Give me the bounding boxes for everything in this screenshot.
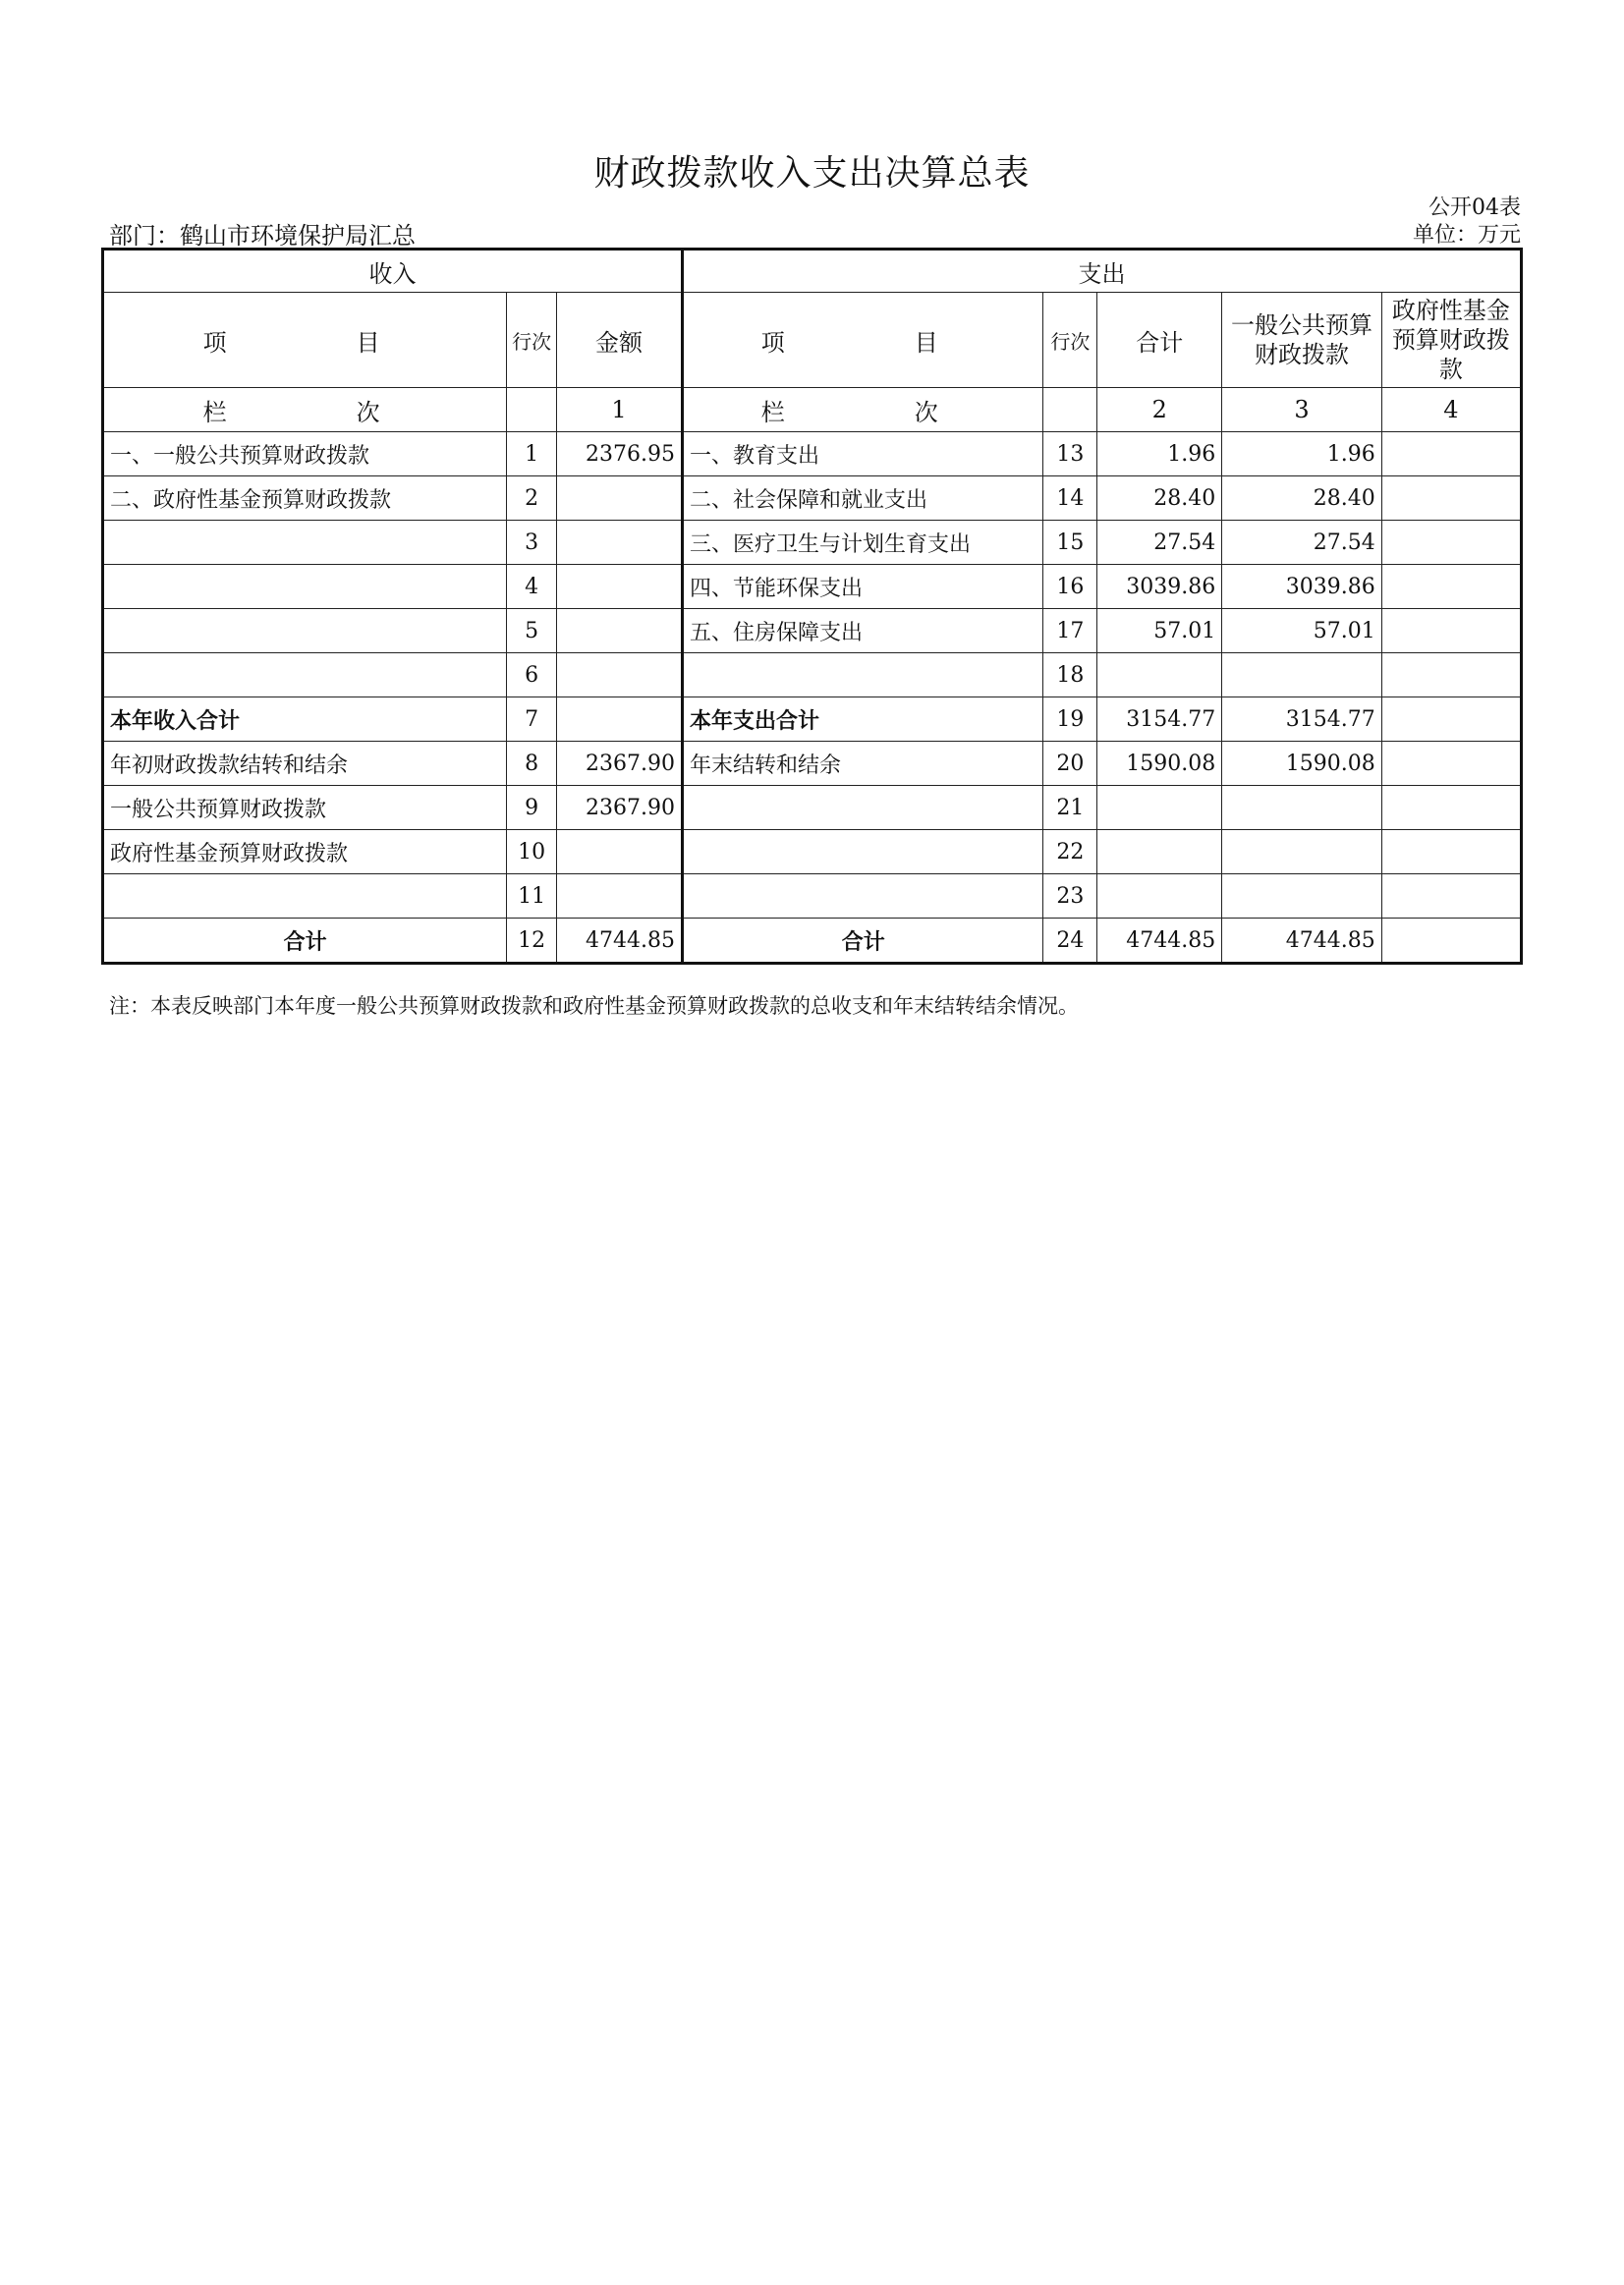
table-row [103, 476, 1522, 521]
income-amount [557, 874, 683, 919]
expense-gov-fund [1381, 653, 1521, 697]
expense-line-no: 16 [1043, 565, 1097, 609]
expense-section-header: 支出 [682, 250, 1521, 293]
expense-line-no-blank [1043, 388, 1097, 432]
form-number: 公开04表 [1428, 195, 1521, 220]
expense-item: 四、节能环保支出 [682, 565, 1043, 609]
table-row [103, 874, 1522, 919]
table-row [103, 742, 1522, 786]
income-column-label: 栏 次 [103, 388, 507, 432]
income-line-no: 3 [507, 521, 557, 565]
expense-line-no: 19 [1043, 697, 1097, 742]
table-note: 注：本表反映部门本年度一般公共预算财政拨款和政府性基金预算财政拨款的总收支和年末结转结余情况。 [109, 994, 1079, 1018]
income-item: 本年收入合计 [103, 697, 507, 742]
expense-gov-fund [1381, 830, 1521, 874]
expense-general-budget: 1590.08 [1222, 742, 1382, 786]
income-line-no: 10 [507, 830, 557, 874]
income-line-no: 9 [507, 786, 557, 830]
income-item: 一、一般公共预算财政拨款 [103, 432, 507, 476]
expense-item [682, 874, 1043, 919]
expense-column-label: 栏 次 [682, 388, 1043, 432]
table-row [103, 432, 1522, 476]
income-line-no: 2 [507, 476, 557, 521]
expense-general-budget: 3039.86 [1222, 565, 1382, 609]
expense-total: 57.01 [1097, 609, 1222, 653]
expense-general-budget [1222, 653, 1382, 697]
expense-total: 1590.08 [1097, 742, 1222, 786]
income-line-no-header: 行次 [507, 293, 557, 388]
expense-line-no: 22 [1043, 830, 1097, 874]
expense-total [1097, 786, 1222, 830]
column-number-4: 4 [1381, 388, 1521, 432]
expense-gov-fund [1381, 609, 1521, 653]
table-row [103, 786, 1522, 830]
income-line-no: 7 [507, 697, 557, 742]
expense-item [682, 653, 1043, 697]
expense-total: 27.54 [1097, 521, 1222, 565]
expense-line-no-header: 行次 [1043, 293, 1097, 388]
header-row-sections [103, 250, 1522, 293]
income-line-no: 12 [507, 919, 557, 964]
table-row [103, 609, 1522, 653]
income-amount [557, 653, 683, 697]
table-row [103, 521, 1522, 565]
income-item [103, 565, 507, 609]
expense-total [1097, 653, 1222, 697]
income-item: 合计 [103, 919, 507, 964]
expense-item: 三、医疗卫生与计划生育支出 [682, 521, 1043, 565]
page-title: 财政拨款收入支出决算总表 [593, 153, 1031, 194]
income-item: 政府性基金预算财政拨款 [103, 830, 507, 874]
income-amount [557, 609, 683, 653]
income-amount [557, 521, 683, 565]
income-amount [557, 697, 683, 742]
expense-general-budget: 27.54 [1222, 521, 1382, 565]
header-row-columns [103, 293, 1522, 388]
income-amount: 2367.90 [557, 786, 683, 830]
expense-general-budget: 1.96 [1222, 432, 1382, 476]
expense-item: 合计 [682, 919, 1043, 964]
expense-line-no: 17 [1043, 609, 1097, 653]
expense-total: 3039.86 [1097, 565, 1222, 609]
expense-item [682, 830, 1043, 874]
expense-gov-fund [1381, 476, 1521, 521]
income-item [103, 521, 507, 565]
expense-line-no: 24 [1043, 919, 1097, 964]
income-line-no: 11 [507, 874, 557, 919]
expense-general-budget: 57.01 [1222, 609, 1382, 653]
department-label: 部门：鹤山市环境保护局汇总 [109, 222, 416, 250]
expense-gov-fund [1381, 697, 1521, 742]
table-row [103, 830, 1522, 874]
income-item: 一般公共预算财政拨款 [103, 786, 507, 830]
expense-gov-fund [1381, 565, 1521, 609]
expense-gov-fund [1381, 786, 1521, 830]
income-section-header: 收入 [103, 250, 683, 293]
expense-gov-fund [1381, 521, 1521, 565]
table-row [103, 653, 1522, 697]
expense-gov-fund [1381, 919, 1521, 964]
income-line-no-blank [507, 388, 557, 432]
header-row-column-numbers [103, 388, 1522, 432]
expense-total: 1.96 [1097, 432, 1222, 476]
expense-gov-fund [1381, 742, 1521, 786]
income-amount [557, 830, 683, 874]
expense-general-budget: 28.40 [1222, 476, 1382, 521]
expense-total: 4744.85 [1097, 919, 1222, 964]
income-line-no: 1 [507, 432, 557, 476]
income-line-no: 6 [507, 653, 557, 697]
expense-general-budget: 3154.77 [1222, 697, 1382, 742]
expense-item [682, 786, 1043, 830]
column-number-3: 3 [1222, 388, 1382, 432]
table-row [103, 565, 1522, 609]
income-amount: 2376.95 [557, 432, 683, 476]
expense-total-header: 合计 [1097, 293, 1222, 388]
income-item-header: 项 目 [103, 293, 507, 388]
table-row-subtotal [103, 697, 1522, 742]
expense-total: 3154.77 [1097, 697, 1222, 742]
expense-line-no: 20 [1043, 742, 1097, 786]
income-item: 二、政府性基金预算财政拨款 [103, 476, 507, 521]
expense-total [1097, 830, 1222, 874]
expense-gov-fund [1381, 432, 1521, 476]
expense-general-budget [1222, 874, 1382, 919]
income-item [103, 609, 507, 653]
general-budget-header: 一般公共预算财政拨款 [1222, 293, 1382, 388]
gov-fund-header: 政府性基金预算财政拨款 [1381, 293, 1521, 388]
expense-item-header: 项 目 [682, 293, 1043, 388]
income-amount: 2367.90 [557, 742, 683, 786]
income-item: 年初财政拨款结转和结余 [103, 742, 507, 786]
expense-item: 一、教育支出 [682, 432, 1043, 476]
expense-item: 二、社会保障和就业支出 [682, 476, 1043, 521]
expense-total [1097, 874, 1222, 919]
income-item [103, 653, 507, 697]
expense-general-budget [1222, 786, 1382, 830]
column-number-1: 1 [557, 388, 683, 432]
expense-general-budget: 4744.85 [1222, 919, 1382, 964]
expense-item: 本年支出合计 [682, 697, 1043, 742]
table-row-total [103, 919, 1522, 964]
expense-item: 年末结转和结余 [682, 742, 1043, 786]
expense-line-no: 14 [1043, 476, 1097, 521]
expense-line-no: 15 [1043, 521, 1097, 565]
expense-general-budget [1222, 830, 1382, 874]
expense-gov-fund [1381, 874, 1521, 919]
expense-item: 五、住房保障支出 [682, 609, 1043, 653]
income-line-no: 5 [507, 609, 557, 653]
income-line-no: 4 [507, 565, 557, 609]
expense-line-no: 18 [1043, 653, 1097, 697]
income-amount [557, 476, 683, 521]
income-line-no: 8 [507, 742, 557, 786]
expense-line-no: 13 [1043, 432, 1097, 476]
income-item [103, 874, 507, 919]
expense-line-no: 21 [1043, 786, 1097, 830]
expense-line-no: 23 [1043, 874, 1097, 919]
expense-total: 28.40 [1097, 476, 1222, 521]
fiscal-appropriation-table [101, 248, 1523, 965]
income-amount: 4744.85 [557, 919, 683, 964]
income-amount-header: 金额 [557, 293, 683, 388]
income-amount [557, 565, 683, 609]
column-number-2: 2 [1097, 388, 1222, 432]
unit-label: 单位：万元 [1412, 223, 1521, 248]
